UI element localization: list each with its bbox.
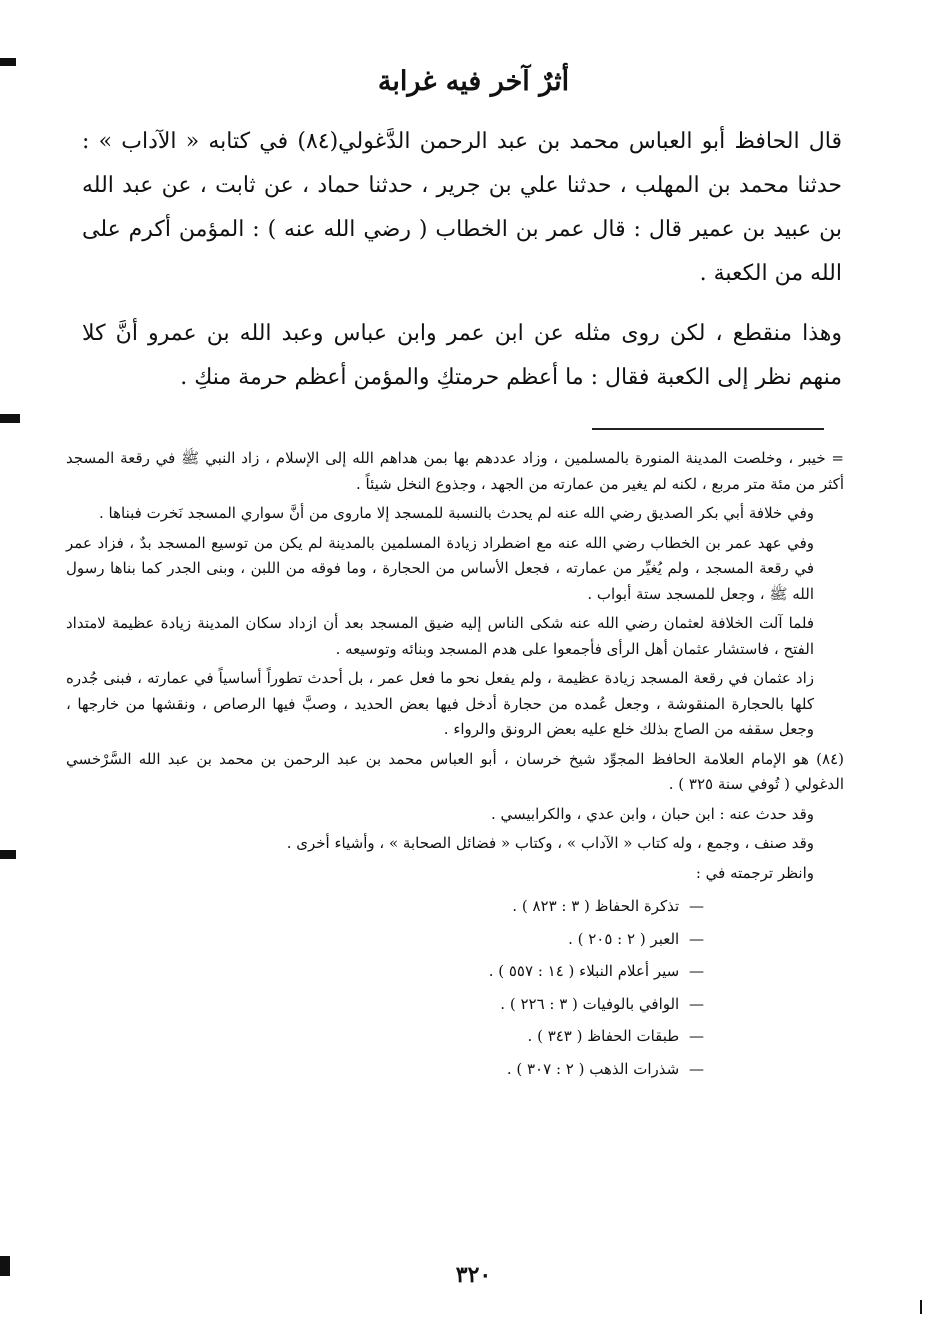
dash: — [689,929,704,948]
reference-text: شذرات الذهب ( ٢ : ٣٠٧ ) . [506,1059,680,1078]
reference-text: تذكرة الحفاظ ( ٣ : ٨٢٣ ) . [512,897,680,915]
reference-text: الوافي بالوفيات ( ٣ : ٢٢٦ ) . [500,994,680,1013]
footnotes [66,446,844,1085]
footnote-paragraph: زاد عثمان في رقعة المسجد زيادة عظيمة ، ولم يفعل نحو ما فعل عمر ، بل أحدث تطوراً أساسياً في عمارته ، فبنى جُدره كلها بالحجارة المنقوشة ، وجعل عُمده من حجارة أدخل فيها بعض الحديد ، وصبَّ فيها الرصاص ، ونقشها من خارجها ، وجعل سقفه من الصاج بذلك خلع عليه بعض الرونق والرواء . [66,669,814,738]
page-number: ٣٢٠ [455,1262,492,1288]
footnote-paragraph: فلما آلت الخلافة لعثمان رضي الله عنه شكى الناس إليه ضيق المسجد بعد أن ازداد سكان المدينة زيادة عظيمة لامتداد الفتح ، فاستشار عثمان أهل الرأى فأجمعوا على هدم المسجد وبنائه وتوسيعه . [66,614,814,658]
reference-item [66,955,704,988]
dash: — [689,1027,704,1045]
footnote-paragraph: وفي عهد عمر بن الخطاب رضي الله عنه مع اضطراد زيادة المسلمين بالمدينة لم يكن من توسيع المسجد بدٌ ، فزاد عمر في رقعة المسجد ، ولم يُغيِّر من عمارته ، فجعل الأساس من الحجارة ، وما فوقه من اللبن ، وبنى الجدر كما بناها رسول الله ﷺ ، وجعل للمسجد ستة أبواب . [66,533,814,603]
scan-mark [920,1300,922,1314]
footnote-separator [592,428,824,430]
footnote-paragraph: = خيبر ، وخلصت المدينة المنورة بالمسلمين ، وزاد عددهم بها بمن هداهم الله إلى الإسلام ، زاد النبي ﷺ في رقعة المسجد أكثر من مئة متر مربع ، لكنه لم يغير من عمارته من الجهد ، وجذوع النخل شيئاً . [66,449,844,493]
scan-mark [0,414,20,423]
scan-mark [0,58,16,66]
reference-item [66,890,704,923]
reference-item [66,1020,704,1053]
main-paragraph: وهذا منقطع ، لكن روى مثله عن ابن عمر وابن عباس وعبد الله بن عمرو أنَّ كلا منهم نظر إلى الكعبة فقال : ما أعظم حرمتكِ والمؤمن أعظم حرمة منكِ . [82,321,842,390]
footnote-84: (٨٤) هو الإمام العلامة الحافظ المجوِّد شيخ خرسان ، أبو العباس محمد بن عبد الرحمن بن محمد بن عبد الله السَّرْخسي الدغولي ( تُوفي سنة ٣٢٥ ) . [66,749,844,793]
main-paragraph: قال الحافظ أبو العباس محمد بن عبد الرحمن الدَّغولي(٨٤) في كتابه « الآداب » : حدثنا محمد بن المهلب ، حدثنا علي بن جرير ، حدثنا حماد ، عن ثابت ، عن عبد الله بن عبيد بن عمير قال : قال عمر بن الخطاب ( رضي الله عنه ) : المؤمن أكرم على الله من الكعبة . [82,129,842,286]
dash: — [689,962,704,980]
reference-list [66,890,704,1085]
reference-item [66,988,704,1021]
reference-text: العبر ( ٢ : ٢٠٥ ) . [568,929,680,948]
section-title: أثرٌ آخر فيه غرابة [377,66,570,97]
footnote-paragraph: وفي خلافة أبي بكر الصديق رضي الله عنه لم يحدث بالنسبة للمسجد إلا ماروى من أنَّ سواري المسجد نَخرت فبناها . [99,504,814,522]
main-text [82,120,842,400]
scan-mark [0,850,16,859]
footnote-indented-line: وانظر ترجمته في : [695,863,814,882]
reference-text: سير أعلام النبلاء ( ١٤ : ٥٥٧ ) . [488,962,680,980]
scan-mark [0,1256,10,1276]
dash: — [689,1059,704,1078]
reference-item [66,1053,704,1086]
dash: — [689,994,704,1013]
reference-item [66,923,704,956]
reference-text: طبقات الحفاظ ( ٣٤٣ ) . [527,1027,680,1045]
dash: — [689,897,704,915]
footnote-indented-line: وقد صنف ، وجمع ، وله كتاب « الآداب » ، وكتاب « فضائل الصحابة » ، وأشياء أخرى . [286,834,814,852]
footnote-indented-line: وقد حدث عنه : ابن حبان ، وابن عدي ، والكرابيسي . [490,804,814,823]
